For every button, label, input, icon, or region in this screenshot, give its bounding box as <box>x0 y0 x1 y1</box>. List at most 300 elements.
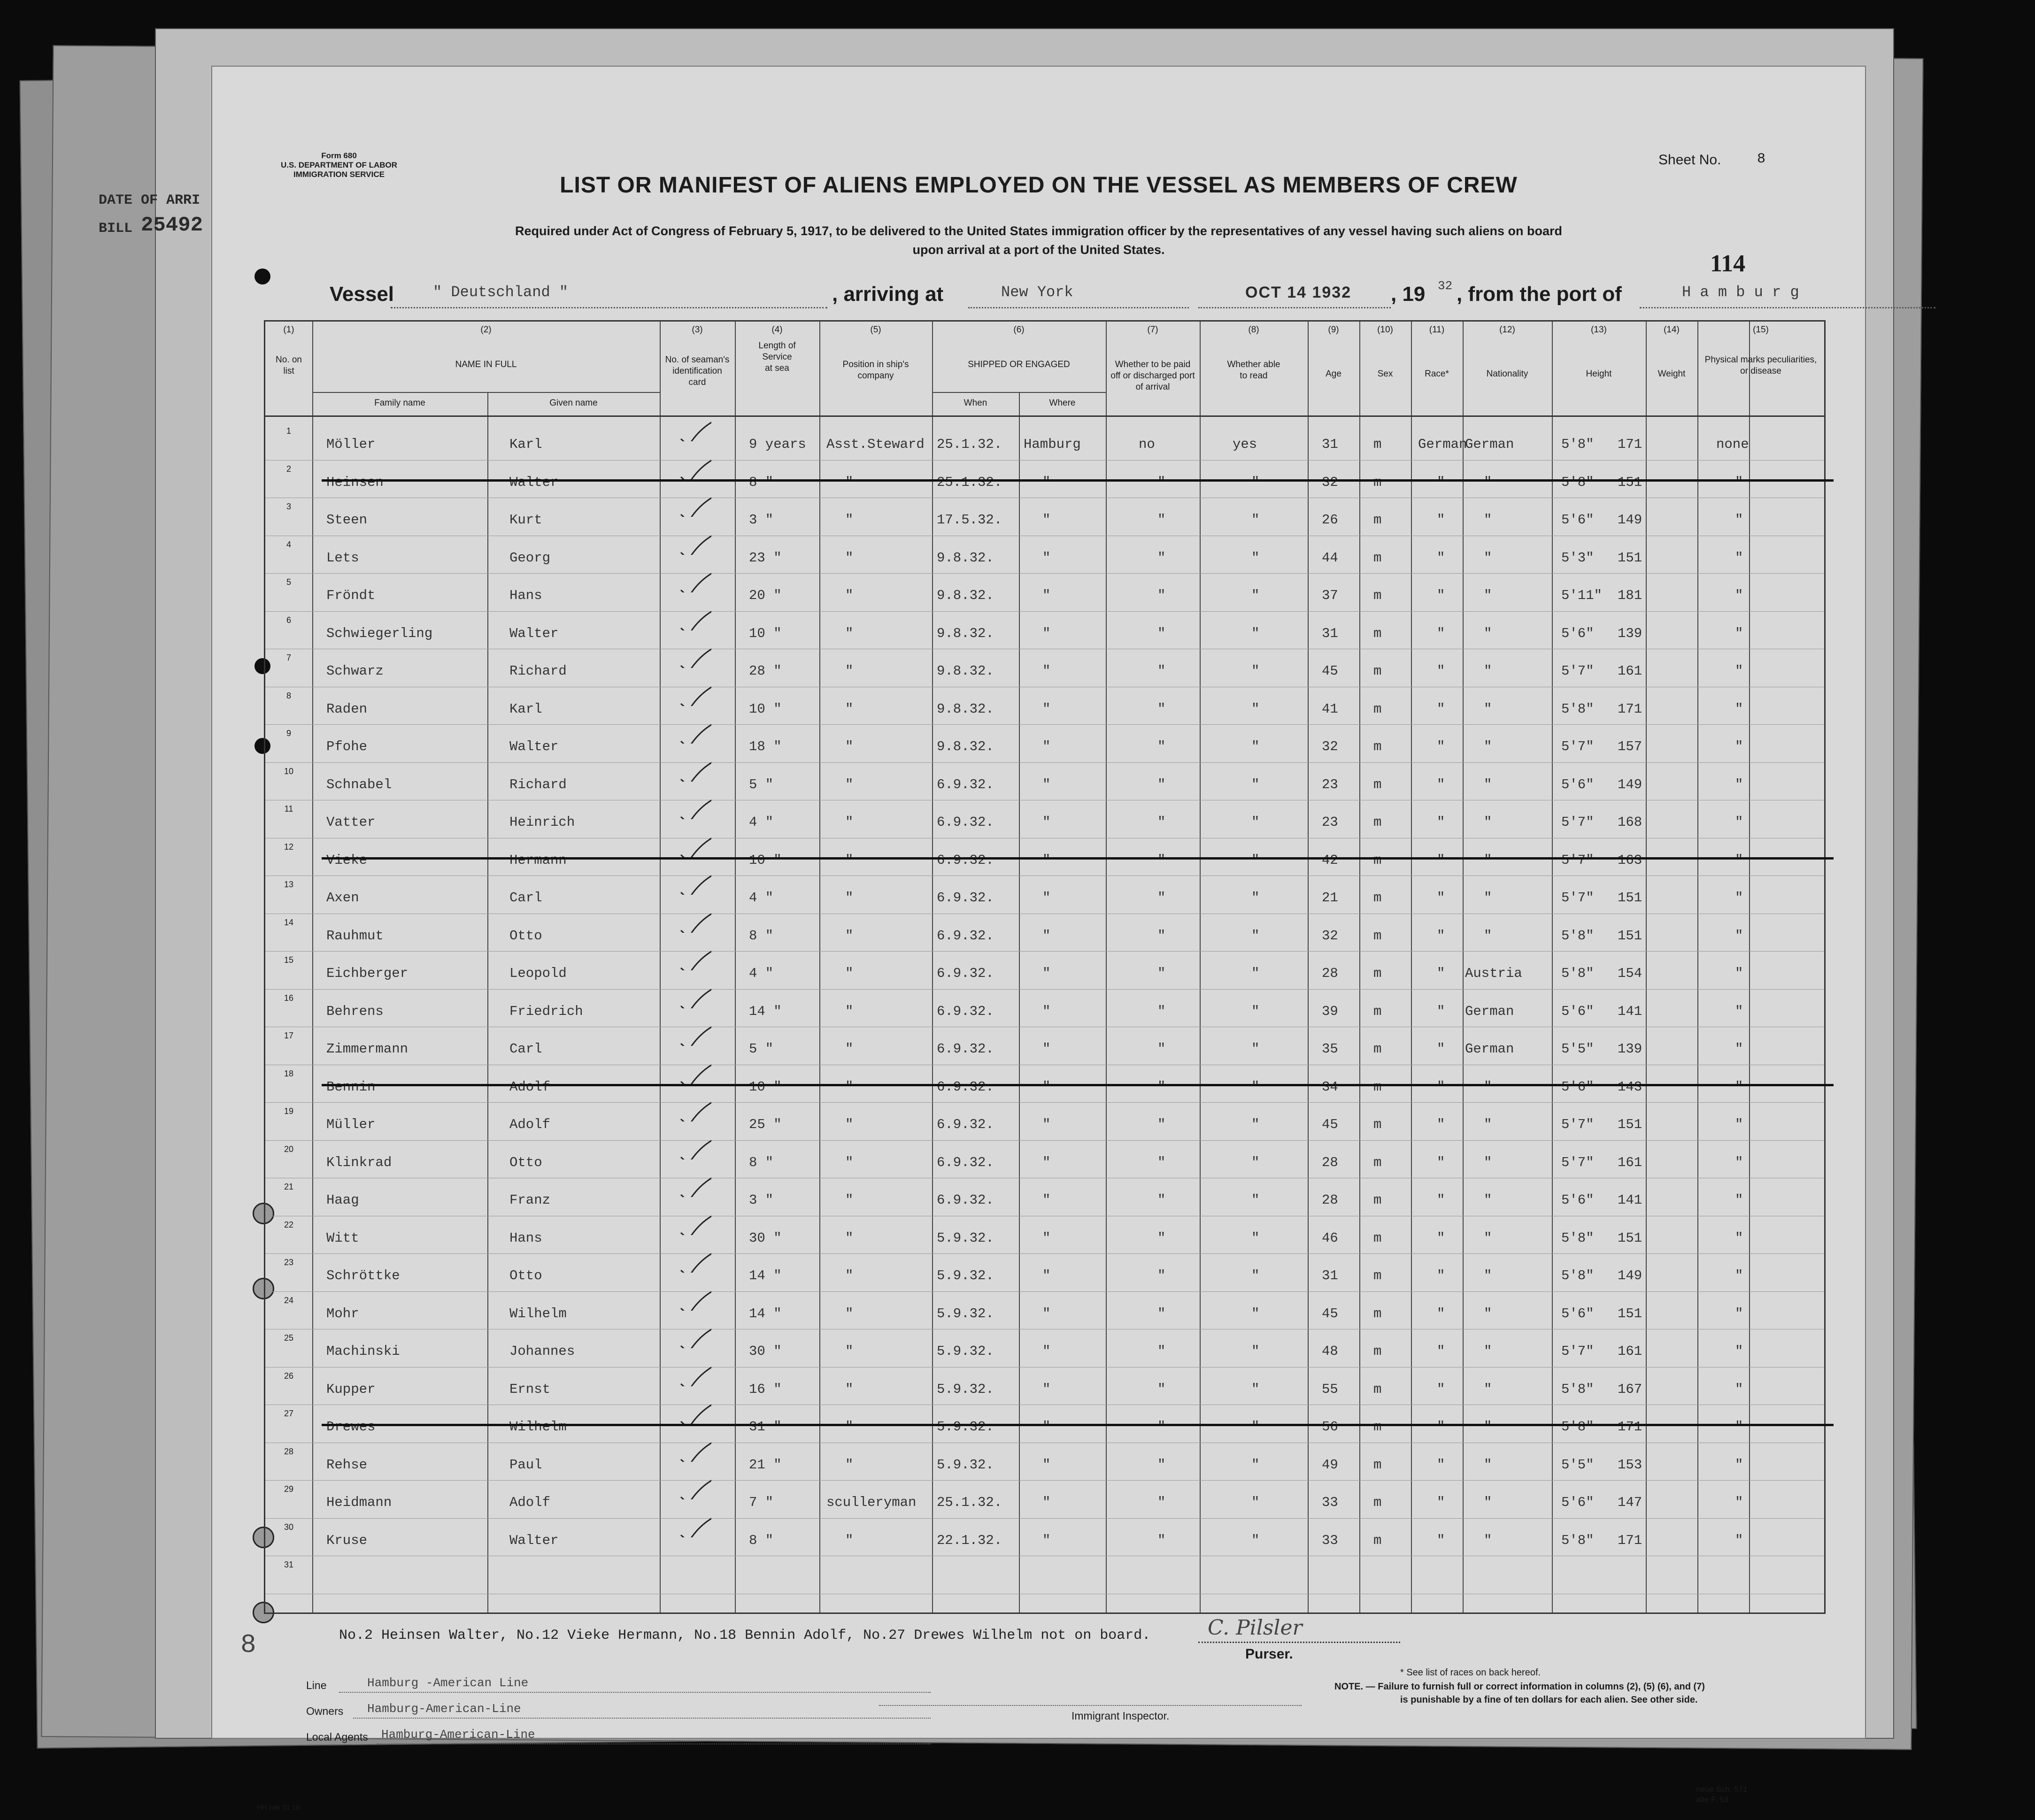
family-name-cell: Heidmann <box>326 1495 392 1510</box>
height-cell: 5'8" <box>1561 437 1594 452</box>
checkmark-icon <box>678 1212 711 1235</box>
col-8-header: Whether able to read <box>1227 360 1280 381</box>
given-name-cell: Adolf <box>509 1495 551 1510</box>
col-4-number: (4) <box>771 325 783 335</box>
subtitle-line-1: Required under Act of Congress of February 5, 1917, to be delivered to the United States immigration officer by the representatives of any vessel having such aliens on board <box>515 224 1563 238</box>
arriving-underline <box>968 307 1189 308</box>
weight-cell: 154 <box>1618 966 1642 981</box>
table-row <box>265 649 1824 687</box>
checkmark-icon <box>678 1287 711 1311</box>
row-number: 28 <box>284 1446 294 1456</box>
age-cell: 32 <box>1322 928 1338 944</box>
nationality-cell: " <box>1484 1268 1492 1283</box>
family-name-cell: Schröttke <box>326 1268 400 1283</box>
shipped-where-cell: " <box>1042 928 1051 944</box>
table-row <box>265 461 1824 499</box>
weight-cell: 141 <box>1618 1003 1642 1019</box>
sex-cell: m <box>1373 1532 1382 1548</box>
table-row <box>265 574 1824 612</box>
weight-cell: 149 <box>1618 776 1642 792</box>
age-cell: 32 <box>1322 474 1338 490</box>
port-label: , from the port of <box>1457 283 1622 306</box>
shipped-where-cell: " <box>1042 663 1051 679</box>
height-cell: 5'5" <box>1561 1041 1594 1057</box>
row-number: 25 <box>284 1333 294 1343</box>
nationality-cell: German <box>1465 1041 1514 1057</box>
shipped-where-cell: " <box>1042 1532 1051 1548</box>
height-cell: 5'8" <box>1561 1268 1594 1283</box>
able-to-read-cell: " <box>1251 1079 1260 1095</box>
nationality-cell: " <box>1484 852 1492 868</box>
family-name-cell: Rehse <box>326 1457 368 1473</box>
age-cell: 23 <box>1322 814 1338 830</box>
given-name-cell: Wilhelm <box>509 1419 567 1435</box>
given-name-cell: Carl <box>509 890 542 906</box>
nationality-cell: " <box>1484 1532 1492 1548</box>
age-cell: 55 <box>1322 1381 1338 1397</box>
shipped-when-cell: 6.9.32. <box>937 776 994 792</box>
position-cell: " <box>845 512 854 528</box>
family-name-cell: Möller <box>326 437 376 452</box>
height-cell: 5'7" <box>1561 663 1594 679</box>
paid-off-cell: " <box>1157 1457 1166 1473</box>
col-2a-header: Family name <box>374 398 425 408</box>
table-row <box>265 725 1824 763</box>
service-length-cell: 3 " <box>749 512 774 528</box>
shipped-where-cell: " <box>1042 625 1051 641</box>
shipped-when-cell: 9.8.32. <box>937 701 994 717</box>
sex-cell: m <box>1373 701 1382 717</box>
sex-cell: m <box>1373 1268 1382 1283</box>
row-number: 6 <box>286 615 291 625</box>
row-number: 2 <box>286 464 291 474</box>
given-name-cell: Adolf <box>509 1117 551 1132</box>
checkmark-icon <box>678 531 711 555</box>
race-cell: " <box>1437 1344 1445 1359</box>
race-cell: " <box>1437 474 1445 490</box>
checkmark-icon <box>678 796 711 819</box>
nationality-cell: " <box>1484 1079 1492 1095</box>
row-number: 17 <box>284 1031 294 1040</box>
paid-off-cell: " <box>1157 928 1166 944</box>
col-4-header: Length of Service at sea <box>758 341 796 373</box>
shipped-where-cell: " <box>1042 588 1051 603</box>
height-cell: 5'6" <box>1561 625 1594 641</box>
printer-mark: HH hak 31 10 <box>257 1804 300 1812</box>
checkmark-icon <box>678 569 711 592</box>
able-to-read-cell: " <box>1251 1344 1260 1359</box>
physical-marks-cell: " <box>1735 550 1743 566</box>
able-to-read-cell: " <box>1251 474 1260 490</box>
height-cell: 5'7" <box>1561 890 1594 906</box>
physical-marks-cell: " <box>1735 1154 1743 1170</box>
weight-cell: 151 <box>1618 550 1642 566</box>
age-cell: 28 <box>1322 966 1338 981</box>
race-cell: " <box>1437 588 1445 603</box>
given-name-cell: Otto <box>509 928 542 944</box>
physical-marks-cell: " <box>1735 663 1743 679</box>
not-on-board-note: No.2 Heinsen Walter, No.12 Vieke Hermann, No.18 Bennin Adolf, No.27 Drewes Wilhelm not on board. <box>339 1628 1151 1643</box>
able-to-read-cell: " <box>1251 1041 1260 1057</box>
given-name-cell: Leopold <box>509 966 567 981</box>
nationality-cell: " <box>1484 663 1492 679</box>
given-name-cell: Otto <box>509 1154 542 1170</box>
form-number: Form 680 <box>321 151 357 160</box>
family-name-cell: Kruse <box>326 1532 368 1548</box>
weight-cell: 181 <box>1618 588 1642 603</box>
race-cell: " <box>1437 814 1445 830</box>
age-cell: 34 <box>1322 1079 1338 1095</box>
row-number: 19 <box>284 1106 294 1116</box>
table-row <box>265 1027 1824 1065</box>
table-row <box>265 1443 1824 1481</box>
port-value: H a m b u r g <box>1682 284 1799 301</box>
family-name-cell: Lets <box>326 550 359 566</box>
height-cell: 5'8" <box>1561 1419 1594 1435</box>
form-title: LIST OR MANIFEST OF ALIENS EMPLOYED ON THE VESSEL AS MEMBERS OF CREW <box>560 173 1518 198</box>
row-number: 23 <box>284 1258 294 1267</box>
row-number: 30 <box>284 1522 294 1532</box>
checkmark-icon <box>678 909 711 933</box>
age-cell: 28 <box>1322 1192 1338 1208</box>
arriving-label: , arriving at <box>832 283 944 306</box>
shipped-when-cell: 6.9.32. <box>937 966 994 981</box>
able-to-read-cell: " <box>1251 1419 1260 1435</box>
weight-cell: 151 <box>1618 1230 1642 1246</box>
physical-marks-cell: " <box>1735 1532 1743 1548</box>
age-cell: 45 <box>1322 1305 1338 1321</box>
race-cell: " <box>1437 1305 1445 1321</box>
position-cell: " <box>845 1230 854 1246</box>
checkmark-icon <box>678 758 711 782</box>
checkmark-icon <box>678 1514 711 1537</box>
paid-off-cell: " <box>1157 852 1166 868</box>
sex-cell: m <box>1373 663 1382 679</box>
checkmark-icon <box>678 985 711 1008</box>
col-2-header: NAME IN FULL <box>455 360 517 369</box>
age-cell: 48 <box>1322 1344 1338 1359</box>
given-name-cell: Walter <box>509 739 559 754</box>
nationality-cell: " <box>1484 701 1492 717</box>
position-cell: " <box>845 928 854 944</box>
given-name-cell: Carl <box>509 1041 542 1057</box>
sex-cell: m <box>1373 1457 1382 1473</box>
paid-off-cell: " <box>1157 1419 1166 1435</box>
shipped-when-cell: 6.9.32. <box>937 852 994 868</box>
shipped-when-cell: 6.9.32. <box>937 1192 994 1208</box>
race-cell: " <box>1437 1192 1445 1208</box>
department-name: U.S. DEPARTMENT OF LABOR <box>280 161 398 169</box>
family-name-cell: Heinsen <box>326 474 384 490</box>
given-name-cell: Johannes <box>509 1344 575 1359</box>
given-name-cell: Walter <box>509 625 559 641</box>
col-6a-header: When <box>964 398 987 408</box>
sex-cell: m <box>1373 1230 1382 1246</box>
race-cell: " <box>1437 890 1445 906</box>
physical-marks-cell: " <box>1735 701 1743 717</box>
shipped-when-cell: 9.8.32. <box>937 588 994 603</box>
race-cell: " <box>1437 1532 1445 1548</box>
able-to-read-cell: yes <box>1233 437 1257 452</box>
position-cell: " <box>845 474 854 490</box>
side-date-label: DATE OF ARRI <box>99 192 200 208</box>
checkmark-icon <box>678 456 711 479</box>
physical-marks-cell: " <box>1735 1230 1743 1246</box>
weight-cell: 161 <box>1618 1344 1642 1359</box>
age-cell: 31 <box>1322 625 1338 641</box>
race-cell: " <box>1437 852 1445 868</box>
sex-cell: m <box>1373 1041 1382 1057</box>
sex-cell: m <box>1373 474 1382 490</box>
height-cell: 5'3" <box>1561 550 1594 566</box>
shipped-where-cell: " <box>1042 890 1051 906</box>
age-cell: 45 <box>1322 1117 1338 1132</box>
physical-marks-cell: " <box>1735 1457 1743 1473</box>
col-15-header: Physical marks peculiarities, or disease <box>1704 355 1817 376</box>
year-value: 32 <box>1438 279 1453 293</box>
row-number: 7 <box>286 653 291 662</box>
position-cell: " <box>845 966 854 981</box>
race-cell: " <box>1437 663 1445 679</box>
weight-cell: 161 <box>1618 1154 1642 1170</box>
col-14-header: Weight <box>1657 369 1686 379</box>
able-to-read-cell: " <box>1251 890 1260 906</box>
physical-marks-cell: " <box>1735 588 1743 603</box>
table-row <box>265 1216 1824 1254</box>
shipped-where-cell: " <box>1042 1344 1051 1359</box>
col-9-header: Age <box>1326 369 1341 379</box>
able-to-read-cell: " <box>1251 1305 1260 1321</box>
row-number: 26 <box>284 1371 294 1381</box>
height-cell: 5'6" <box>1561 776 1594 792</box>
table-row <box>265 1292 1824 1330</box>
weight-cell: 149 <box>1618 512 1642 528</box>
race-cell: " <box>1437 512 1445 528</box>
age-cell: 41 <box>1322 701 1338 717</box>
shipped-when-cell: 9.8.32. <box>937 739 994 754</box>
paid-off-cell: " <box>1157 1344 1166 1359</box>
sex-cell: m <box>1373 1079 1382 1095</box>
weight-cell: 167 <box>1618 1381 1642 1397</box>
given-name-cell: Karl <box>509 437 542 452</box>
able-to-read-cell: " <box>1251 1192 1260 1208</box>
checkmark-icon <box>678 493 711 517</box>
races-note: * See list of races on back hereof. <box>1400 1667 1541 1678</box>
print-code: neue Sch. 571 <box>1696 1785 1748 1794</box>
table-row <box>265 1141 1824 1179</box>
row-number: 1 <box>286 426 291 436</box>
nationality-cell: " <box>1484 776 1492 792</box>
arriving-value: New York <box>1001 284 1073 301</box>
sex-cell: m <box>1373 1003 1382 1019</box>
owners-label: Owners <box>306 1705 344 1717</box>
col-10-header: Sex <box>1377 369 1393 379</box>
service-length-cell: 30 " <box>749 1230 782 1246</box>
weight-cell: 151 <box>1618 928 1642 944</box>
strike-through-line <box>322 1424 1834 1426</box>
sheet-number-value: 8 <box>1757 151 1766 167</box>
sex-cell: m <box>1373 1117 1382 1132</box>
age-cell: 45 <box>1322 663 1338 679</box>
table-row <box>265 800 1824 838</box>
given-name-cell: Ernst <box>509 1381 551 1397</box>
service-length-cell: 8 " <box>749 474 774 490</box>
col-9-number: (9) <box>1328 325 1339 335</box>
age-cell: 23 <box>1322 776 1338 792</box>
shipped-when-cell: 5.9.32. <box>937 1305 994 1321</box>
col-11-number: (11) <box>1429 325 1445 335</box>
age-cell: 42 <box>1322 852 1338 868</box>
vessel-label: Vessel <box>330 283 394 306</box>
table-row <box>265 1254 1824 1292</box>
family-name-cell: Klinkrad <box>326 1154 392 1170</box>
race-cell: " <box>1437 550 1445 566</box>
side-bill-number: 25492 <box>141 214 203 237</box>
agents-label: Local Agents <box>306 1731 368 1743</box>
able-to-read-cell: " <box>1251 814 1260 830</box>
sex-cell: m <box>1373 625 1382 641</box>
weight-cell: 141 <box>1618 1192 1642 1208</box>
given-name-cell: Hermann <box>509 852 567 868</box>
family-name-cell: Witt <box>326 1230 359 1246</box>
row-number: 14 <box>284 917 294 927</box>
given-name-cell: Richard <box>509 663 567 679</box>
position-cell: Asst.Steward <box>826 437 925 452</box>
agents-value: Hamburg-American-Line <box>381 1728 535 1742</box>
row-number: 5 <box>286 577 291 587</box>
position-cell: " <box>845 1305 854 1321</box>
line-value: Hamburg -American Line <box>367 1676 529 1690</box>
fine-note-line-1: NOTE. — Failure to furnish full or correct information in columns (2), (5) (6), and (7) <box>1334 1682 1705 1692</box>
nationality-cell: " <box>1484 1117 1492 1132</box>
family-name-cell: Müller <box>326 1117 376 1132</box>
weight-cell: 171 <box>1618 701 1642 717</box>
service-length-cell: 30 " <box>749 1344 782 1359</box>
shipped-where-cell: " <box>1042 1192 1051 1208</box>
checkmark-icon <box>678 834 711 857</box>
table-row <box>265 1103 1824 1141</box>
position-cell: " <box>845 776 854 792</box>
checkmark-icon <box>678 1363 711 1386</box>
nationality-cell: " <box>1484 1344 1492 1359</box>
height-cell: 5'8" <box>1561 966 1594 981</box>
service-length-cell: 20 " <box>749 588 782 603</box>
age-cell: 44 <box>1322 550 1338 566</box>
race-cell: " <box>1437 1041 1445 1057</box>
race-cell: " <box>1437 1457 1445 1473</box>
table-row <box>265 498 1824 536</box>
weight-cell: 161 <box>1618 663 1642 679</box>
row-number: 20 <box>284 1144 294 1154</box>
strike-through-line <box>322 1084 1834 1086</box>
vessel-underline <box>391 307 827 308</box>
position-cell: " <box>845 1457 854 1473</box>
service-length-cell: 4 " <box>749 814 774 830</box>
race-cell: " <box>1437 966 1445 981</box>
service-length-cell: 18 " <box>749 739 782 754</box>
table-row <box>265 612 1824 650</box>
inspector-line <box>879 1705 1302 1706</box>
shipped-when-cell: 6.9.32. <box>937 1079 994 1095</box>
table-row <box>265 1481 1824 1519</box>
checkmark-icon <box>678 1400 711 1424</box>
checkmark-icon <box>678 1098 711 1121</box>
sex-cell: m <box>1373 437 1382 452</box>
position-cell: " <box>845 1344 854 1359</box>
shipped-where-cell: " <box>1042 1041 1051 1057</box>
able-to-read-cell: " <box>1251 852 1260 868</box>
strike-through-line <box>322 479 1834 482</box>
service-length-cell: 10 " <box>749 1079 782 1095</box>
paid-off-cell: " <box>1157 512 1166 528</box>
given-name-cell: Walter <box>509 474 559 490</box>
paid-off-cell: " <box>1157 1381 1166 1397</box>
manifest-page <box>211 66 1866 1812</box>
position-cell: " <box>845 814 854 830</box>
checkmark-icon <box>678 683 711 706</box>
given-name-cell: Georg <box>509 550 551 566</box>
paid-off-cell: " <box>1157 474 1166 490</box>
sex-cell: m <box>1373 1305 1382 1321</box>
sex-cell: m <box>1373 1344 1382 1359</box>
checkmark-icon <box>678 947 711 970</box>
service-length-cell: 16 " <box>749 1381 782 1397</box>
paid-off-cell: no <box>1139 437 1155 452</box>
family-name-cell: Schwarz <box>326 663 384 679</box>
position-cell: " <box>845 1003 854 1019</box>
age-cell: 31 <box>1322 437 1338 452</box>
family-name-cell: Bennin <box>326 1079 376 1095</box>
physical-marks-cell: " <box>1735 890 1743 906</box>
row-number: 9 <box>286 729 291 738</box>
able-to-read-cell: " <box>1251 663 1260 679</box>
row-number: 11 <box>284 804 293 814</box>
col-7-header: Whether to be paid off or discharged port of arrival <box>1110 360 1195 392</box>
family-name-cell: Kupper <box>326 1381 376 1397</box>
age-cell: 49 <box>1322 1457 1338 1473</box>
physical-marks-cell: " <box>1735 1079 1743 1095</box>
position-cell: " <box>845 625 854 641</box>
shipped-where-cell: " <box>1042 966 1051 981</box>
paid-off-cell: " <box>1157 550 1166 566</box>
table-row <box>265 914 1824 952</box>
able-to-read-cell: " <box>1251 1003 1260 1019</box>
physical-marks-cell: " <box>1735 1419 1743 1435</box>
weight-cell: 168 <box>1618 814 1642 830</box>
physical-marks-cell: " <box>1735 474 1743 490</box>
sex-cell: m <box>1373 588 1382 603</box>
date-stamp: OCT 14 1932 <box>1245 284 1352 301</box>
shipped-when-cell: 6.9.32. <box>937 814 994 830</box>
service-length-cell: 14 " <box>749 1268 782 1283</box>
family-name-cell: Schnabel <box>326 776 392 792</box>
shipped-when-cell: 6.9.32. <box>937 928 994 944</box>
col-12-number: (12) <box>1499 325 1515 335</box>
signature-line <box>1198 1642 1400 1643</box>
col-1-header: No. on list <box>276 355 302 376</box>
sheet-number-label: Sheet No. <box>1658 152 1721 168</box>
sex-cell: m <box>1373 852 1382 868</box>
position-cell: " <box>845 739 854 754</box>
col-10-number: (10) <box>1377 325 1393 335</box>
race-cell: " <box>1437 1117 1445 1132</box>
shipped-where-cell: " <box>1042 512 1051 528</box>
height-cell: 5'7" <box>1561 814 1594 830</box>
weight-cell: 151 <box>1618 1305 1642 1321</box>
sex-cell: m <box>1373 1192 1382 1208</box>
paid-off-cell: " <box>1157 663 1166 679</box>
age-cell: 26 <box>1322 512 1338 528</box>
